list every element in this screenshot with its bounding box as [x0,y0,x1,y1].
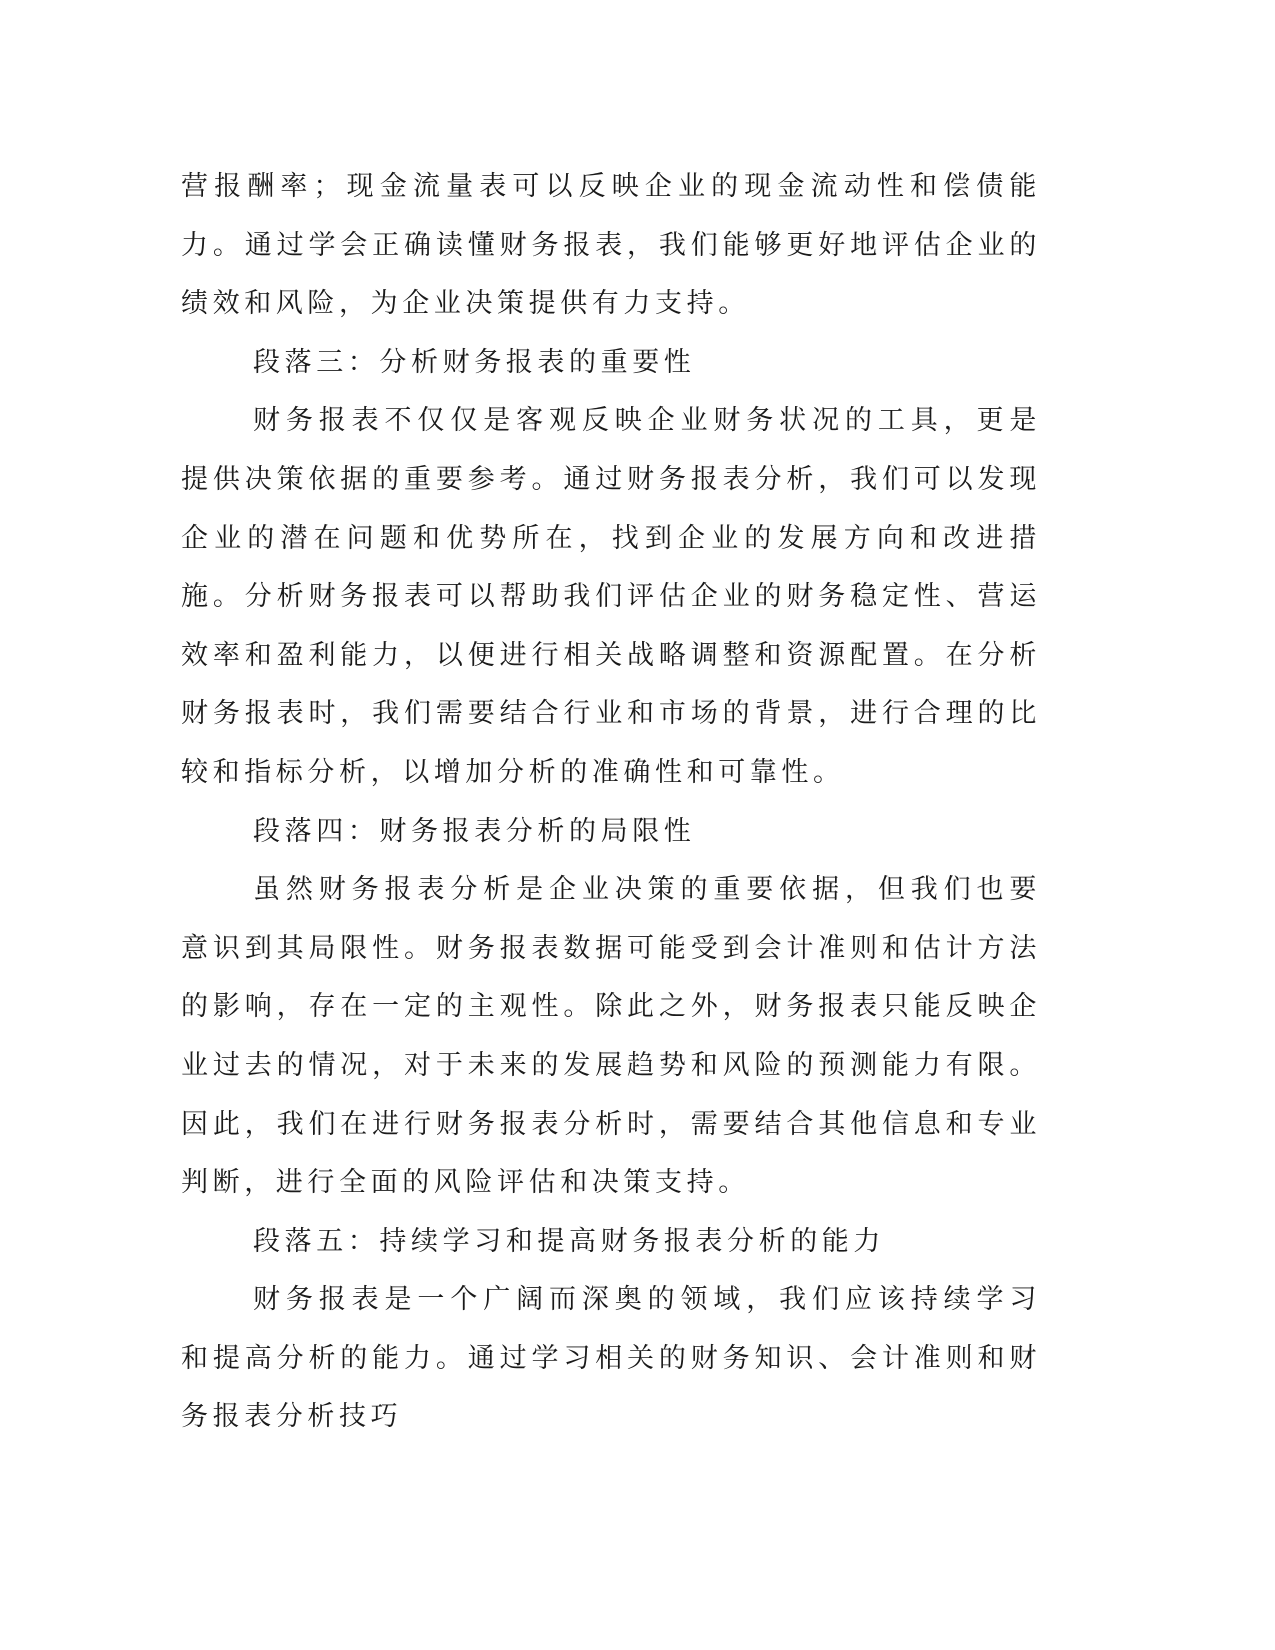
paragraph-continuous-learning: 财务报表是一个广阔而深奥的领域，我们应该持续学习和提高分析的能力。通过学习相关的财务知识、会计准则和财务报表分析技巧 [181,1284,1041,1433]
paragraph-continuation: 营报酬率；现金流量表可以反映企业的现金流动性和偿债能力。通过学会正确读懂财务报表，我们能够更好地评估企业的绩效和风险，为企业决策提供有力支持。 [181,171,1041,320]
document-body [181,158,1041,1447]
paragraph-importance: 财务报表不仅仅是客观反映企业财务状况的工具，更是提供决策依据的重要参考。通过财务报表分析，我们可以发现企业的潜在问题和优势所在，找到企业的发展方向和改进措施。分析财务报表可以帮助我们评估企业的财务稳定性、营运效率和盈利能力，以便进行相关战略调整和资源配置。在分析财务报表时，我们需要结合行业和市场的背景，进行合理的比较和指标分析，以增加分析的准确性和可靠性。 [181,405,1041,788]
section-heading-5: 段落五：持续学习和提高财务报表分析的能力 [253,1225,885,1257]
paragraph-limitations: 虽然财务报表分析是企业决策的重要依据，但我们也要意识到其局限性。财务报表数据可能受到会计准则和估计方法的影响，存在一定的主观性。除此之外，财务报表只能反映企业过去的情况，对于未来的发展趋势和风险的预测能力有限。因此，我们在进行财务报表分析时，需要结合其他信息和专业判断，进行全面的风险评估和决策支持。 [181,874,1041,1199]
section-heading-3: 段落三：分析财务报表的重要性 [253,346,696,378]
section-heading-4: 段落四：财务报表分析的局限性 [253,815,696,847]
